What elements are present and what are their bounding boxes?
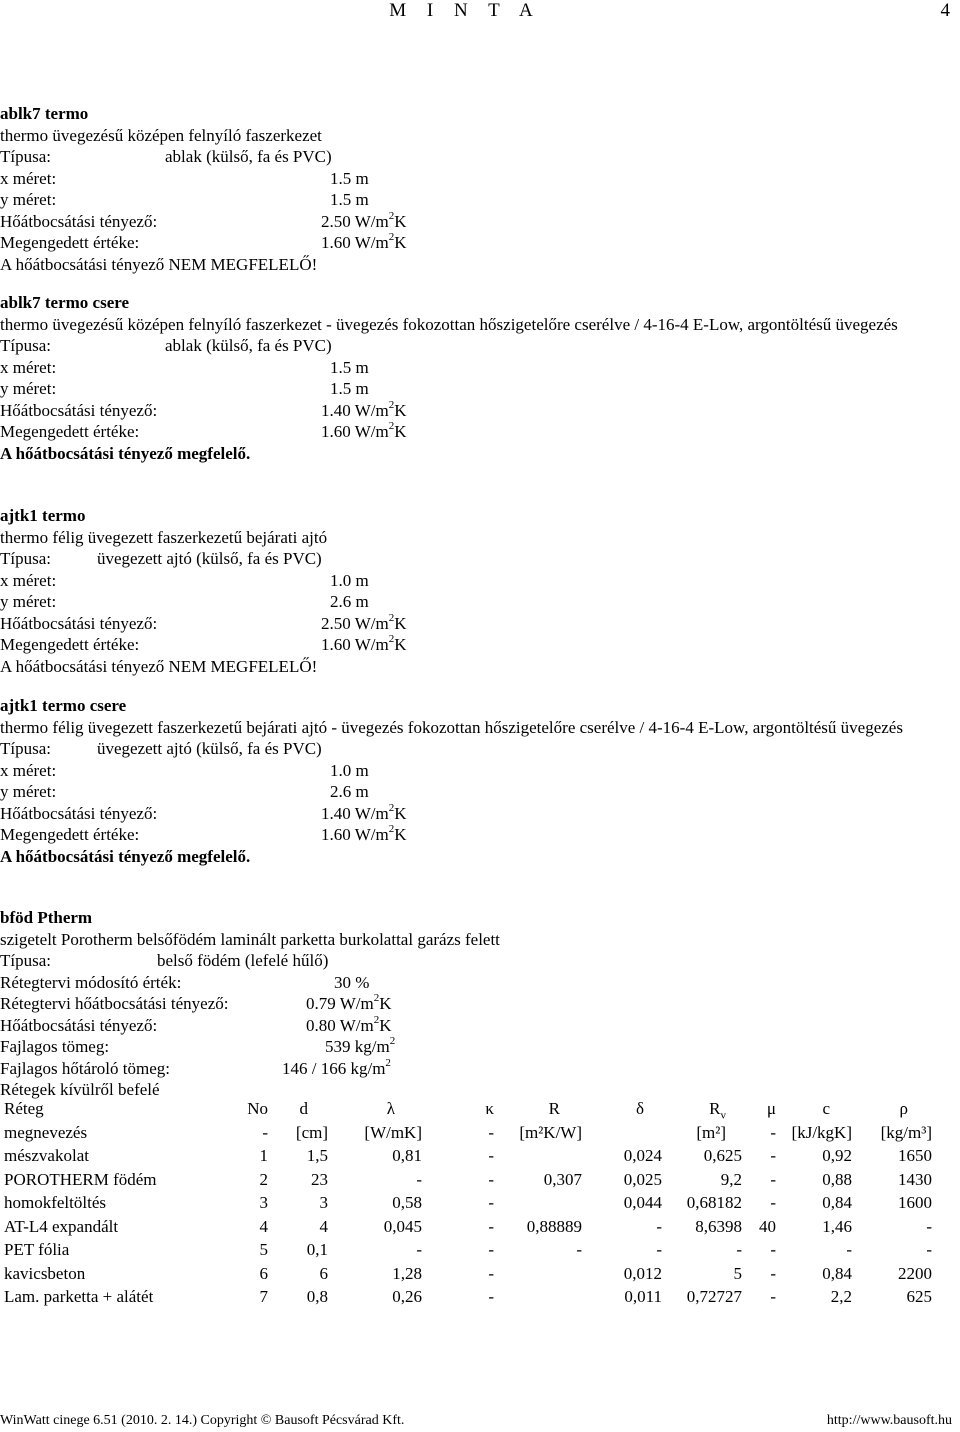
- col-header: λ: [386, 1099, 395, 1118]
- table-cell: [502, 1262, 582, 1286]
- table-cell: 0,26: [392, 1287, 422, 1306]
- heat-storage-mass-value: 146 / 166 $kg/m^2$: [282, 1056, 391, 1078]
- table-cell: [502, 1144, 582, 1168]
- type-value: ablak (külső, fa és PVC): [165, 336, 332, 355]
- section-title: bföd Ptherm: [0, 908, 93, 927]
- table-cell: 0,88: [822, 1169, 852, 1189]
- table-cell: 1,46: [822, 1216, 852, 1236]
- col-header: μ: [766, 1099, 776, 1118]
- result-text: A hőátbocsátási tényező NEM MEGFELELŐ!: [0, 656, 318, 676]
- type-label: Típusa:: [0, 951, 51, 970]
- table-cell: -: [576, 1240, 582, 1259]
- table-cell: -: [926, 1216, 932, 1236]
- table-cell: -: [488, 1146, 494, 1165]
- table-row: [4, 1144, 932, 1168]
- table-cell: 1430: [898, 1169, 932, 1189]
- col-header: $R_v$: [709, 1099, 726, 1122]
- table-cell: 0,625: [703, 1146, 742, 1165]
- section-ablk7-termo-csere: [0, 292, 955, 464]
- table-cell: 5: [259, 1240, 268, 1259]
- section-description: thermo félig üvegezett faszerkezetű bejárati ajtó: [0, 527, 328, 547]
- table-cell: 3: [259, 1193, 268, 1212]
- table-cell: -: [488, 1216, 494, 1236]
- table-cell: -: [926, 1240, 932, 1259]
- table-row: [4, 1215, 932, 1239]
- section-ajtk1-termo-csere: [0, 695, 955, 867]
- x-size-value: 1.5 m: [330, 168, 369, 188]
- x-size-label: x méret:: [0, 760, 57, 780]
- layers-table: [4, 1097, 932, 1309]
- table-cell: -: [770, 1263, 776, 1283]
- table-row: [4, 1262, 932, 1286]
- u-value: 2.50 $W/m^2K$: [321, 611, 407, 633]
- table-cell: 0,011: [624, 1287, 662, 1306]
- table-cell: [502, 1285, 582, 1309]
- table-unit-row: [4, 1121, 932, 1145]
- table-row: [4, 1285, 932, 1309]
- y-size-value: 1.5 m: [330, 190, 369, 209]
- table-cell: 0,044: [623, 1193, 662, 1212]
- table-cell: -: [488, 1240, 494, 1259]
- layer-name-cell: Lam. parketta + alátét: [4, 1287, 154, 1306]
- section-title: ablk7 termo csere: [0, 293, 130, 312]
- table-cell: 625: [906, 1287, 932, 1306]
- table-cell: 7: [259, 1287, 268, 1306]
- u-value-label: Hőátbocsátási tényező:: [0, 400, 158, 420]
- table-cell: -: [770, 1240, 776, 1259]
- table-cell: 0,81: [392, 1146, 422, 1165]
- x-size-value: 1.5 m: [330, 357, 369, 377]
- u-value-label: Hőátbocsátási tényező:: [0, 613, 158, 633]
- section-title: ajtk1 termo csere: [0, 696, 127, 715]
- y-size-label: y méret:: [0, 592, 57, 611]
- x-size-value: 1.0 m: [330, 760, 369, 780]
- table-cell: 2: [259, 1169, 268, 1189]
- layer-name-cell: kavicsbeton: [4, 1263, 86, 1283]
- y-size-label: y méret:: [0, 782, 57, 801]
- section-description: thermo félig üvegezett faszerkezetű bejárati ajtó - üvegezés fokozottan hőszigetelőre cserélve / 4-16-4 E-Low, argontöltésű üvegezés: [0, 717, 903, 737]
- table-cell: 0,68182: [686, 1193, 742, 1212]
- x-size-label: x méret:: [0, 168, 57, 188]
- allowed-value-label: Megengedett értéke:: [0, 825, 140, 844]
- table-cell: -: [488, 1263, 494, 1283]
- col-header: κ: [485, 1099, 494, 1118]
- table-cell: 0,88889: [526, 1216, 582, 1236]
- table-cell: 2200: [898, 1263, 932, 1283]
- modifier-label: Rétegtervi módosító érték:: [0, 972, 182, 992]
- footer-link[interactable]: http://www.bausoft.hu: [826, 1413, 952, 1428]
- layer-name-cell: AT-L4 expandált: [4, 1216, 119, 1236]
- section-ablk7-termo: [0, 103, 955, 275]
- u-value-label: Hőátbocsátási tényező:: [0, 803, 158, 823]
- layers-title: Rétegek kívülről befelé: [0, 1080, 160, 1099]
- unit-cell: -: [488, 1122, 494, 1142]
- u-value-label: Hőátbocsátási tényező:: [0, 1015, 158, 1035]
- type-value: belső födém (lefelé hűlő): [157, 951, 329, 970]
- table-cell: -: [770, 1169, 776, 1189]
- type-value: üvegezett ajtó (külső, fa és PVC): [97, 549, 322, 568]
- result-text: A hőátbocsátási tényező megfelelő.: [0, 846, 251, 866]
- type-label: Típusa:: [0, 336, 51, 355]
- y-size-value: 1.5 m: [330, 379, 369, 398]
- u-value: 2.50 $W/m^2K$: [321, 209, 407, 231]
- layer-name-cell: PET fólia: [4, 1240, 70, 1259]
- table-cell: -: [488, 1193, 494, 1212]
- table-cell: 0,72727: [686, 1287, 742, 1306]
- y-size-value: 2.6 m: [330, 592, 369, 611]
- allowed-value: 1.60 $W/m^2K$: [321, 633, 407, 654]
- table-cell: 0,92: [822, 1146, 852, 1165]
- unit-cell: [m²]: [696, 1122, 726, 1142]
- section-title: ajtk1 termo: [0, 506, 86, 525]
- table-cell: 1: [259, 1146, 268, 1165]
- unit-cell: -: [770, 1122, 776, 1142]
- type-label: Típusa:: [0, 147, 51, 166]
- heat-storage-mass-label: Fajlagos hőtároló tömeg:: [0, 1058, 170, 1078]
- table-row: [4, 1238, 932, 1262]
- table-cell: 0,024: [623, 1146, 662, 1165]
- table-cell: 1600: [898, 1193, 932, 1212]
- allowed-value-label: Megengedett értéke:: [0, 635, 140, 654]
- type-label: Típusa:: [0, 549, 51, 568]
- col-header: δ: [635, 1099, 644, 1118]
- section-ajtk1-termo: [0, 505, 955, 677]
- result-text: A hőátbocsátási tényező megfelelő.: [0, 443, 251, 463]
- allowed-value: 1.60 $W/m^2K$: [321, 231, 407, 252]
- table-row: [4, 1191, 932, 1215]
- allowed-value: 1.60 $W/m^2K$: [321, 823, 407, 844]
- unit-cell: [kJ/kgK]: [791, 1122, 852, 1142]
- table-cell: 3: [319, 1193, 328, 1212]
- layer-name-cell: homokfeltöltés: [4, 1193, 106, 1212]
- table-cell: -: [770, 1287, 776, 1306]
- table-cell: 9,2: [720, 1169, 742, 1189]
- table-cell: 6: [259, 1263, 268, 1283]
- unit-cell: [W/mK]: [364, 1122, 422, 1142]
- unit-cell: [cm]: [295, 1122, 328, 1142]
- page-number: 4: [940, 0, 950, 21]
- table-cell: 40: [759, 1216, 776, 1236]
- x-size-value: 1.0 m: [330, 570, 369, 590]
- table-cell: 1,28: [392, 1263, 422, 1283]
- table-cell: -: [736, 1240, 742, 1259]
- col-header: No: [247, 1099, 268, 1118]
- table-cell: 23: [311, 1169, 328, 1189]
- allowed-value-label: Megengedett értéke:: [0, 422, 140, 441]
- table-cell: 0,1: [306, 1240, 328, 1259]
- y-size-value: 2.6 m: [330, 782, 369, 801]
- layer-name-cell: mészvakolat: [4, 1146, 89, 1165]
- unit-cell: megnevezés: [4, 1122, 88, 1142]
- section-title: ablk7 termo: [0, 104, 89, 123]
- type-value: ablak (külső, fa és PVC): [165, 147, 332, 166]
- section-description: thermo üvegezésű középen felnyíló faszerkezet: [0, 125, 322, 145]
- type-value: üvegezett ajtó (külső, fa és PVC): [97, 739, 322, 758]
- table-cell: 1,5: [306, 1146, 328, 1165]
- allowed-value: 1.60 $W/m^2K$: [321, 420, 407, 441]
- section-bfod-ptherm: [0, 907, 955, 1101]
- table-cell: 0,58: [392, 1193, 422, 1212]
- table-cell: 0,84: [822, 1193, 852, 1212]
- modifier-value: 30 %: [334, 972, 370, 992]
- footer-copyright: WinWatt cinege 6.51 (2010. 2. 14.) Copyright © Bausoft Pécsvárad Kft.: [0, 1413, 405, 1428]
- col-header: R: [548, 1099, 560, 1118]
- specific-mass-label: Fajlagos tömeg:: [0, 1037, 110, 1056]
- unit-cell: [582, 1121, 662, 1145]
- table-cell: 2,2: [830, 1287, 852, 1306]
- section-description: szigetelt Porotherm belsőfödém laminált parketta burkolattal garázs felett: [0, 929, 500, 949]
- table-cell: -: [488, 1169, 494, 1189]
- unit-cell: [m²K/W]: [519, 1122, 582, 1142]
- table-cell: 8,6398: [695, 1216, 742, 1236]
- table-cell: [502, 1191, 582, 1215]
- table-cell: 0,012: [623, 1263, 662, 1283]
- table-cell: 0,8: [306, 1287, 328, 1306]
- table-cell: 0,84: [822, 1263, 852, 1283]
- u-value: 0.80 $W/m^2K$: [306, 1013, 392, 1035]
- table-cell: -: [770, 1193, 776, 1212]
- layer-u-value-label: Rétegtervi hőátbocsátási tényező:: [0, 994, 229, 1013]
- y-size-label: y méret:: [0, 190, 57, 209]
- y-size-label: y méret:: [0, 379, 57, 398]
- page-header-title: M I N T A: [389, 0, 541, 21]
- table-cell: -: [770, 1146, 776, 1165]
- table-row: [4, 1168, 932, 1192]
- table-cell: 5: [733, 1263, 742, 1283]
- table-header-row: [4, 1097, 932, 1121]
- specific-mass-value: 539 $kg/m^2$: [325, 1035, 396, 1056]
- table-cell: -: [416, 1240, 422, 1259]
- col-header: Réteg: [4, 1099, 44, 1118]
- table-cell: -: [416, 1169, 422, 1189]
- table-cell: 0,045: [383, 1216, 422, 1236]
- table-cell: -: [488, 1287, 494, 1306]
- type-label: Típusa:: [0, 739, 51, 758]
- table-cell: 4: [319, 1216, 328, 1236]
- u-value: 1.40 $W/m^2K$: [321, 801, 407, 823]
- table-cell: 6: [319, 1263, 328, 1283]
- table-cell: 4: [259, 1216, 268, 1236]
- u-value: 1.40 $W/m^2K$: [321, 398, 407, 420]
- table-cell: 0,025: [623, 1169, 662, 1189]
- result-text: A hőátbocsátási tényező NEM MEGFELELŐ!: [0, 254, 318, 274]
- x-size-label: x méret:: [0, 357, 57, 377]
- table-cell: 0,307: [543, 1169, 582, 1189]
- table-cell: -: [846, 1240, 852, 1259]
- table-cell: 1650: [898, 1146, 932, 1165]
- unit-cell: [kg/m³]: [880, 1122, 932, 1142]
- u-value-label: Hőátbocsátási tényező:: [0, 211, 158, 231]
- table-cell: -: [656, 1240, 662, 1259]
- section-description: thermo üvegezésű középen felnyíló faszerkezet - üvegezés fokozottan hőszigetelőre cserélve / 4-16-4 E-Low, argontöltésű üvegezés: [0, 314, 898, 334]
- table-cell: -: [656, 1216, 662, 1236]
- col-header: c: [822, 1099, 830, 1118]
- layer-name-cell: POROTHERM födém: [4, 1169, 157, 1189]
- unit-cell: -: [262, 1122, 268, 1142]
- col-header: ρ: [899, 1099, 908, 1118]
- layer-u-value: 0.79 $W/m^2K$: [306, 992, 392, 1013]
- col-header: d: [299, 1099, 308, 1118]
- x-size-label: x méret:: [0, 570, 57, 590]
- allowed-value-label: Megengedett értéke:: [0, 233, 140, 252]
